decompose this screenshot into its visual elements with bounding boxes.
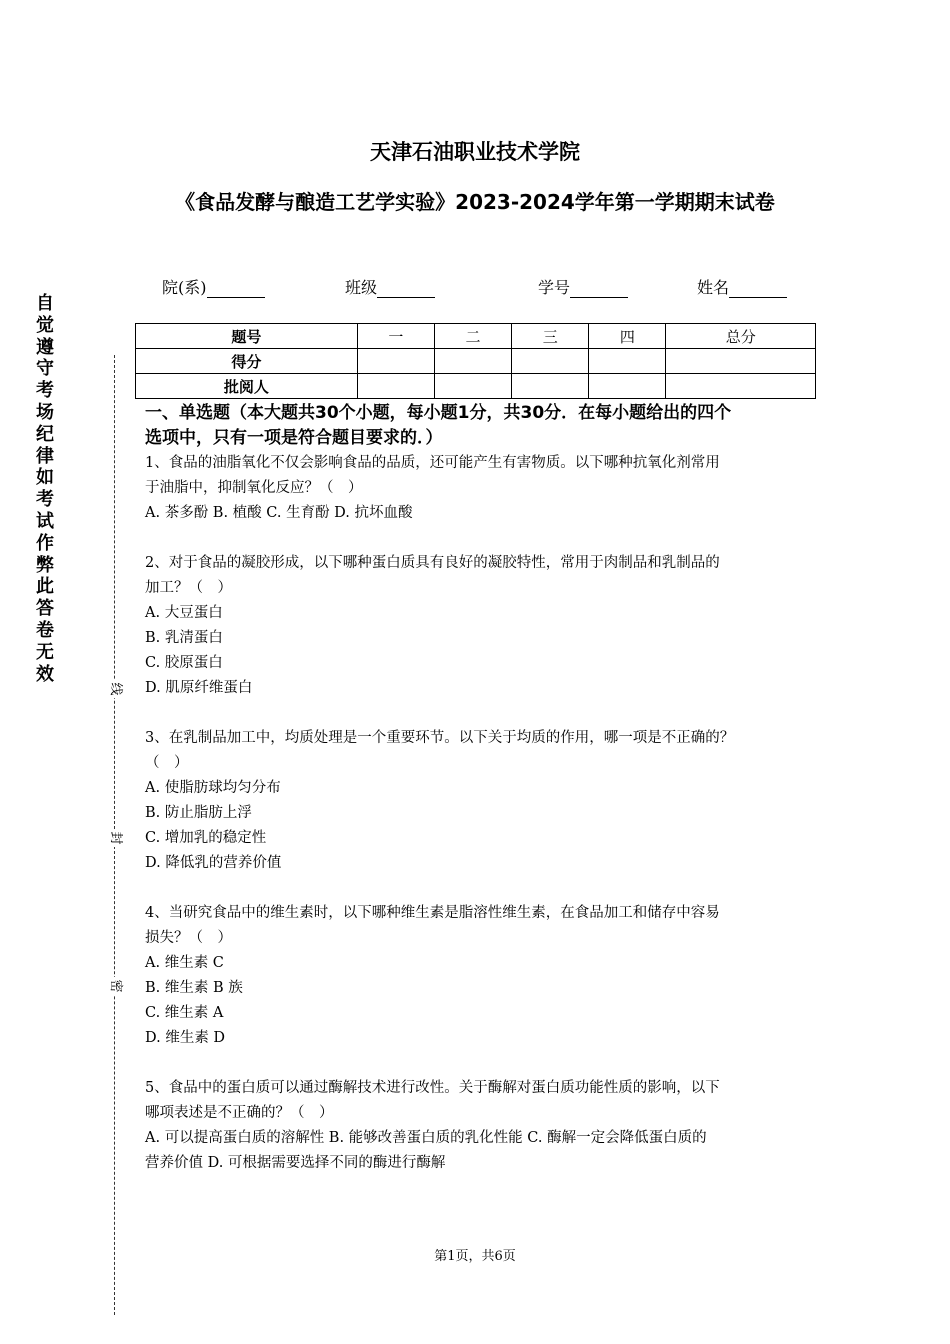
score-header-cell: 题号: [136, 324, 358, 349]
question-option[interactable]: A. 大豆蛋白: [145, 605, 223, 621]
side-warning-char: 场: [36, 401, 54, 423]
page-footer: 第1页，共6页: [434, 1249, 516, 1264]
side-warning-char: 弊: [36, 554, 54, 576]
seal-label-seal: 封: [104, 829, 126, 847]
question-option[interactable]: A. 使脂肪球均匀分布: [145, 780, 281, 796]
score-header-cell: 三: [512, 324, 589, 349]
side-warning-char: 此: [36, 576, 54, 598]
seal-label-secret: 密: [104, 977, 126, 995]
question-stem-line: 于油脂中，抑制氧化反应？（ ）: [145, 480, 363, 496]
question-stem-line: 哪项表述是不正确的？（ ）: [145, 1105, 334, 1121]
question-option[interactable]: C. 增加乳的稳定性: [145, 830, 267, 846]
score-header-cell: 一: [357, 324, 434, 349]
side-warning-char: 答: [36, 598, 54, 620]
class-field[interactable]: 班级: [345, 275, 435, 298]
side-warning-char: 作: [36, 532, 54, 554]
grader-cell[interactable]: [512, 374, 589, 399]
side-warning-text: [33, 293, 57, 685]
score-header-cell: 二: [434, 324, 511, 349]
question-option[interactable]: D. 维生素 D: [145, 1030, 226, 1046]
side-warning-char: 效: [36, 663, 54, 685]
question-option[interactable]: A. 可以提高蛋白质的溶解性 B. 能够改善蛋白质的乳化性能 C. 酶解一定会降低蛋白质的: [145, 1130, 707, 1146]
question-stem-line: 4、当研究食品中的维生素时，以下哪种维生素是脂溶性维生素，在食品加工和储存中容易: [145, 905, 720, 921]
side-warning-char: 纪: [36, 423, 54, 445]
score-row: [136, 349, 816, 374]
side-warning-char: 觉: [36, 314, 54, 336]
side-warning-char: 守: [36, 358, 54, 380]
question-stem-line: 5、食品中的蛋白质可以通过酶解技术进行改性。关于酶解对蛋白质功能性质的影响，以下: [145, 1080, 720, 1096]
side-warning-char: 遵: [36, 336, 54, 358]
question-option[interactable]: 营养价值 D. 可根据需要选择不同的酶进行酶解: [145, 1155, 446, 1171]
side-warning-char: 考: [36, 489, 54, 511]
student-id-field[interactable]: 学号: [538, 275, 628, 298]
question-3: [145, 726, 820, 876]
question-stem-line: 1、食品的油脂氧化不仅会影响食品的品质，还可能产生有害物质。以下哪种抗氧化剂常用: [145, 455, 720, 471]
grader-row: [136, 374, 816, 399]
grader-cell[interactable]: [357, 374, 434, 399]
exam-title: 《食品发酵与酿造工艺学实验》2023-2024学年第一学期期末试卷: [175, 190, 775, 214]
score-cell[interactable]: [512, 349, 589, 374]
question-stem-line: 3、在乳制品加工中，均质处理是一个重要环节。以下关于均质的作用，哪一项是不正确的？: [145, 730, 735, 746]
question-option[interactable]: A. 茶多酚 B. 植酸 C. 生育酚 D. 抗坏血酸: [145, 505, 413, 521]
student-info-row: [0, 275, 950, 297]
question-4: [145, 901, 820, 1051]
school-name: 天津石油职业技术学院: [370, 140, 580, 164]
side-warning-char: 考: [36, 380, 54, 402]
side-warning-char: 如: [36, 467, 54, 489]
grader-row-label: 批阅人: [136, 374, 358, 399]
question-option[interactable]: C. 维生素 A: [145, 1005, 224, 1021]
grader-cell[interactable]: [666, 374, 816, 399]
score-table: [135, 323, 816, 399]
grader-cell[interactable]: [589, 374, 666, 399]
score-table-header-row: [136, 324, 816, 349]
score-cell[interactable]: [666, 349, 816, 374]
question-stem-line: 2、对于食品的凝胶形成，以下哪种蛋白质具有良好的凝胶特性，常用于肉制品和乳制品的: [145, 555, 720, 571]
score-cell[interactable]: [357, 349, 434, 374]
grader-cell[interactable]: [434, 374, 511, 399]
name-field[interactable]: 姓名: [697, 275, 787, 298]
question-stem-line: （ ）: [145, 755, 189, 771]
question-option[interactable]: D. 降低乳的营养价值: [145, 855, 282, 871]
question-stem-line: 加工？（ ）: [145, 580, 232, 596]
side-warning-char: 试: [36, 510, 54, 532]
side-warning-char: 自: [36, 293, 54, 314]
question-1: [145, 451, 820, 526]
question-list: [145, 451, 820, 1201]
side-warning-char: 律: [36, 445, 54, 467]
question-option[interactable]: B. 乳清蛋白: [145, 630, 223, 646]
section-heading: 一、单选题（本大题共30个小题，每小题1分，共30分．在每小题给出的四个 选项中，只有一项是符合题目要求的．）: [145, 403, 732, 448]
side-warning-char: 卷: [36, 619, 54, 641]
score-header-cell: 四: [589, 324, 666, 349]
department-field[interactable]: 院(系): [162, 275, 265, 298]
question-option[interactable]: C. 胶原蛋白: [145, 655, 223, 671]
seal-label-line: 线: [104, 680, 126, 698]
question-stem-line: 损失？（ ）: [145, 930, 232, 946]
question-2: [145, 551, 820, 701]
score-cell[interactable]: [434, 349, 511, 374]
question-option[interactable]: B. 维生素 B 族: [145, 980, 243, 996]
question-option[interactable]: B. 防止脂肪上浮: [145, 805, 252, 821]
question-option[interactable]: A. 维生素 C: [145, 955, 224, 971]
score-row-label: 得分: [136, 349, 358, 374]
score-cell[interactable]: [589, 349, 666, 374]
question-option[interactable]: D. 肌原纤维蛋白: [145, 680, 253, 696]
side-warning-char: 无: [36, 641, 54, 663]
question-5: [145, 1076, 820, 1176]
score-header-cell: 总分: [666, 324, 816, 349]
